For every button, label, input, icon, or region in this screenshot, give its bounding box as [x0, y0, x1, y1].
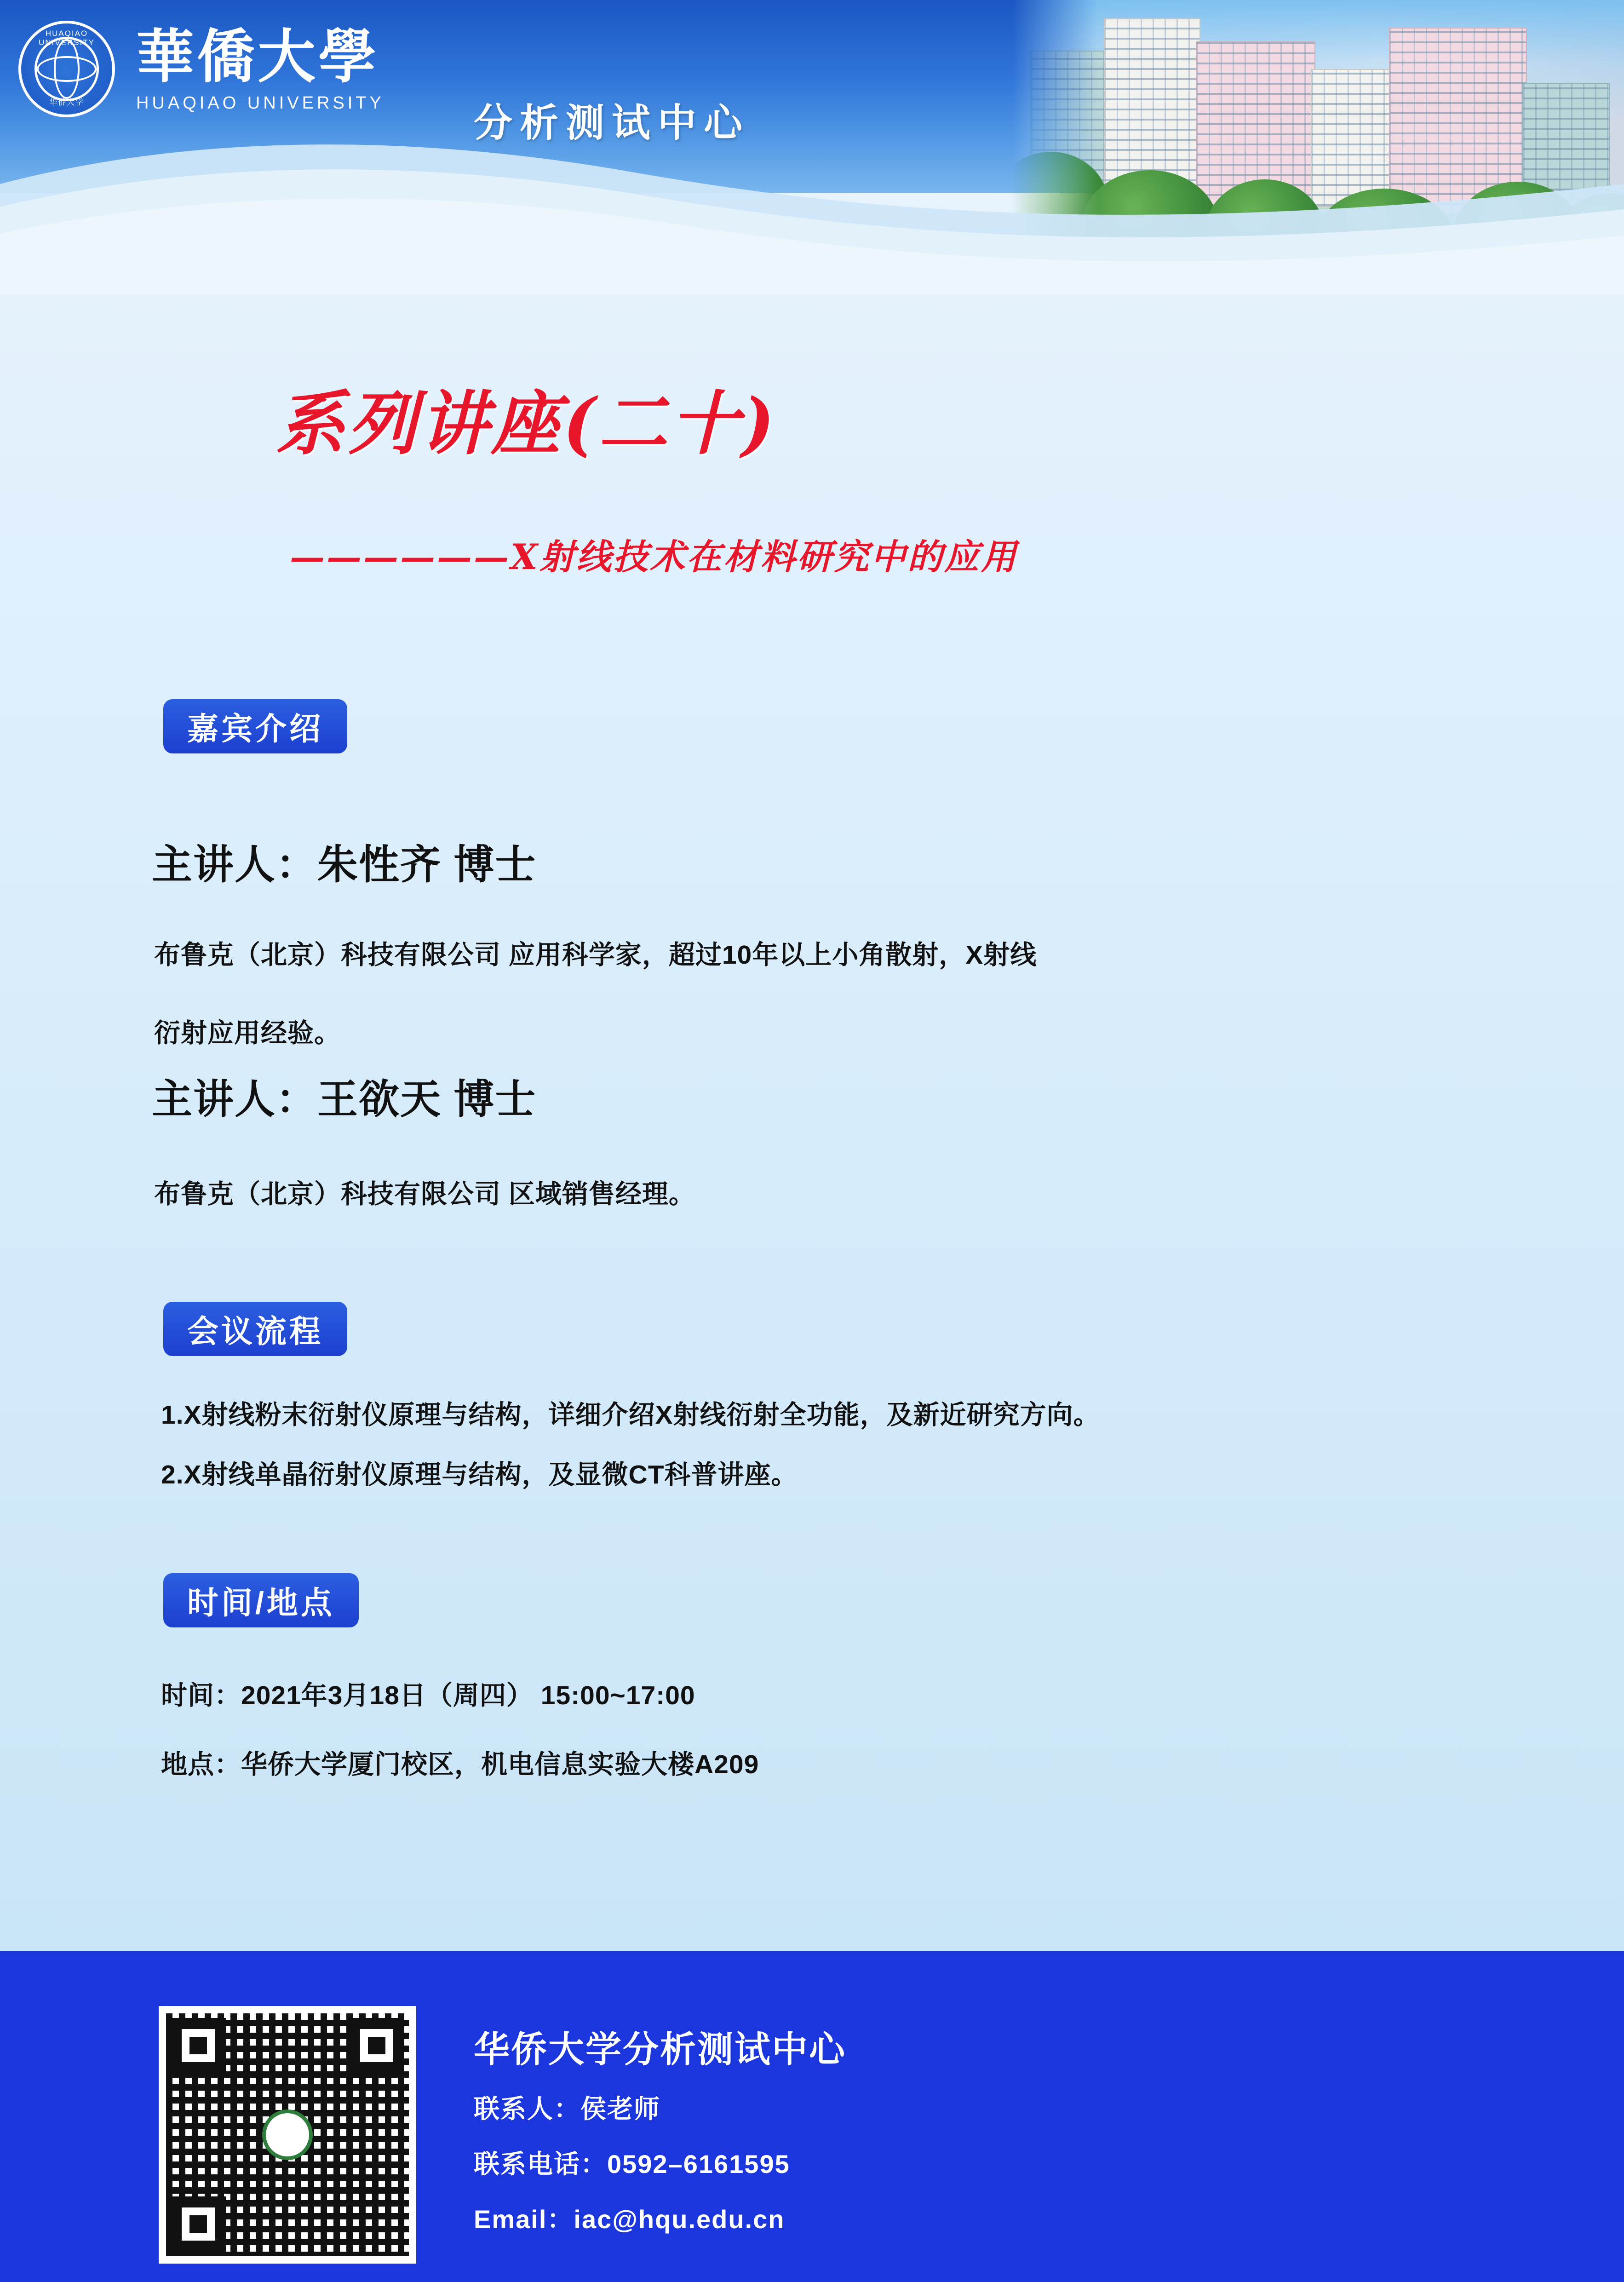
- footer-phone: 联系电话：0592–6161595: [474, 2150, 790, 2179]
- qr-center-logo-icon: [262, 2110, 313, 2160]
- agenda-item-1: 1.X射线粉末衍射仪原理与结构，详细介绍X射线衍射全功能，及新近研究方向。: [161, 1400, 1100, 1430]
- section-header-time-place: 时间/地点: [163, 1573, 359, 1627]
- university-name-cn: 華僑大學: [136, 23, 379, 91]
- seal-bottom-text: 华侨大学: [49, 98, 84, 107]
- page-subtitle: ——————X射线技术在材料研究中的应用: [290, 536, 1018, 577]
- speaker-bio-1-line2: 衍射应用经验。: [154, 1018, 341, 1048]
- section-header-agenda: 会议流程: [163, 1302, 347, 1356]
- speaker-name-2: 主讲人：王欲天 博士: [152, 1076, 537, 1122]
- qr-finder-top-left: [171, 2018, 226, 2073]
- speaker-bio-1-line1: 布鲁克（北京）科技有限公司 应用科学家，超过10年以上小角散射，X射线: [154, 940, 1037, 970]
- page-title: 系列讲座(二十): [276, 383, 777, 464]
- qr-finder-bottom-left: [171, 2196, 226, 2252]
- event-time: 时间：2021年3月18日（周四） 15:00~17:00: [161, 1681, 695, 1710]
- university-name-en: HUAQIAO UNIVERSITY: [136, 93, 384, 113]
- poster-footer: [0, 1951, 1624, 2282]
- university-seal-icon: [18, 21, 115, 117]
- qr-code[interactable]: [159, 2006, 416, 2264]
- header-wave-divider: [0, 115, 1624, 294]
- speaker-bio-2-line1: 布鲁克（北京）科技有限公司 区域销售经理。: [154, 1179, 695, 1209]
- university-logo: [18, 14, 384, 124]
- section-header-guest: 嘉宾介绍: [163, 699, 347, 753]
- seal-top-text: HUAQIAO UNIVERSITY: [38, 29, 95, 47]
- footer-email[interactable]: Email：iac@hqu.edu.cn: [474, 2205, 785, 2234]
- footer-contact-person: 联系人：侯老师: [474, 2094, 660, 2123]
- qr-finder-top-right: [349, 2018, 404, 2073]
- university-name-block: [136, 25, 384, 113]
- agenda-item-2: 2.X射线单晶衍射仪原理与结构，及显微CT科普讲座。: [161, 1460, 798, 1489]
- footer-organization: 华侨大学分析测试中心: [474, 2029, 847, 2069]
- qr-code-pattern: [166, 2013, 409, 2256]
- speaker-name-1: 主讲人：朱性齐 博士: [152, 842, 537, 887]
- event-place: 地点：华侨大学厦门校区，机电信息实验大楼A209: [161, 1750, 759, 1779]
- poster-header: [0, 0, 1624, 294]
- center-name: 分析测试中心: [474, 100, 750, 145]
- globe-icon: [34, 37, 99, 101]
